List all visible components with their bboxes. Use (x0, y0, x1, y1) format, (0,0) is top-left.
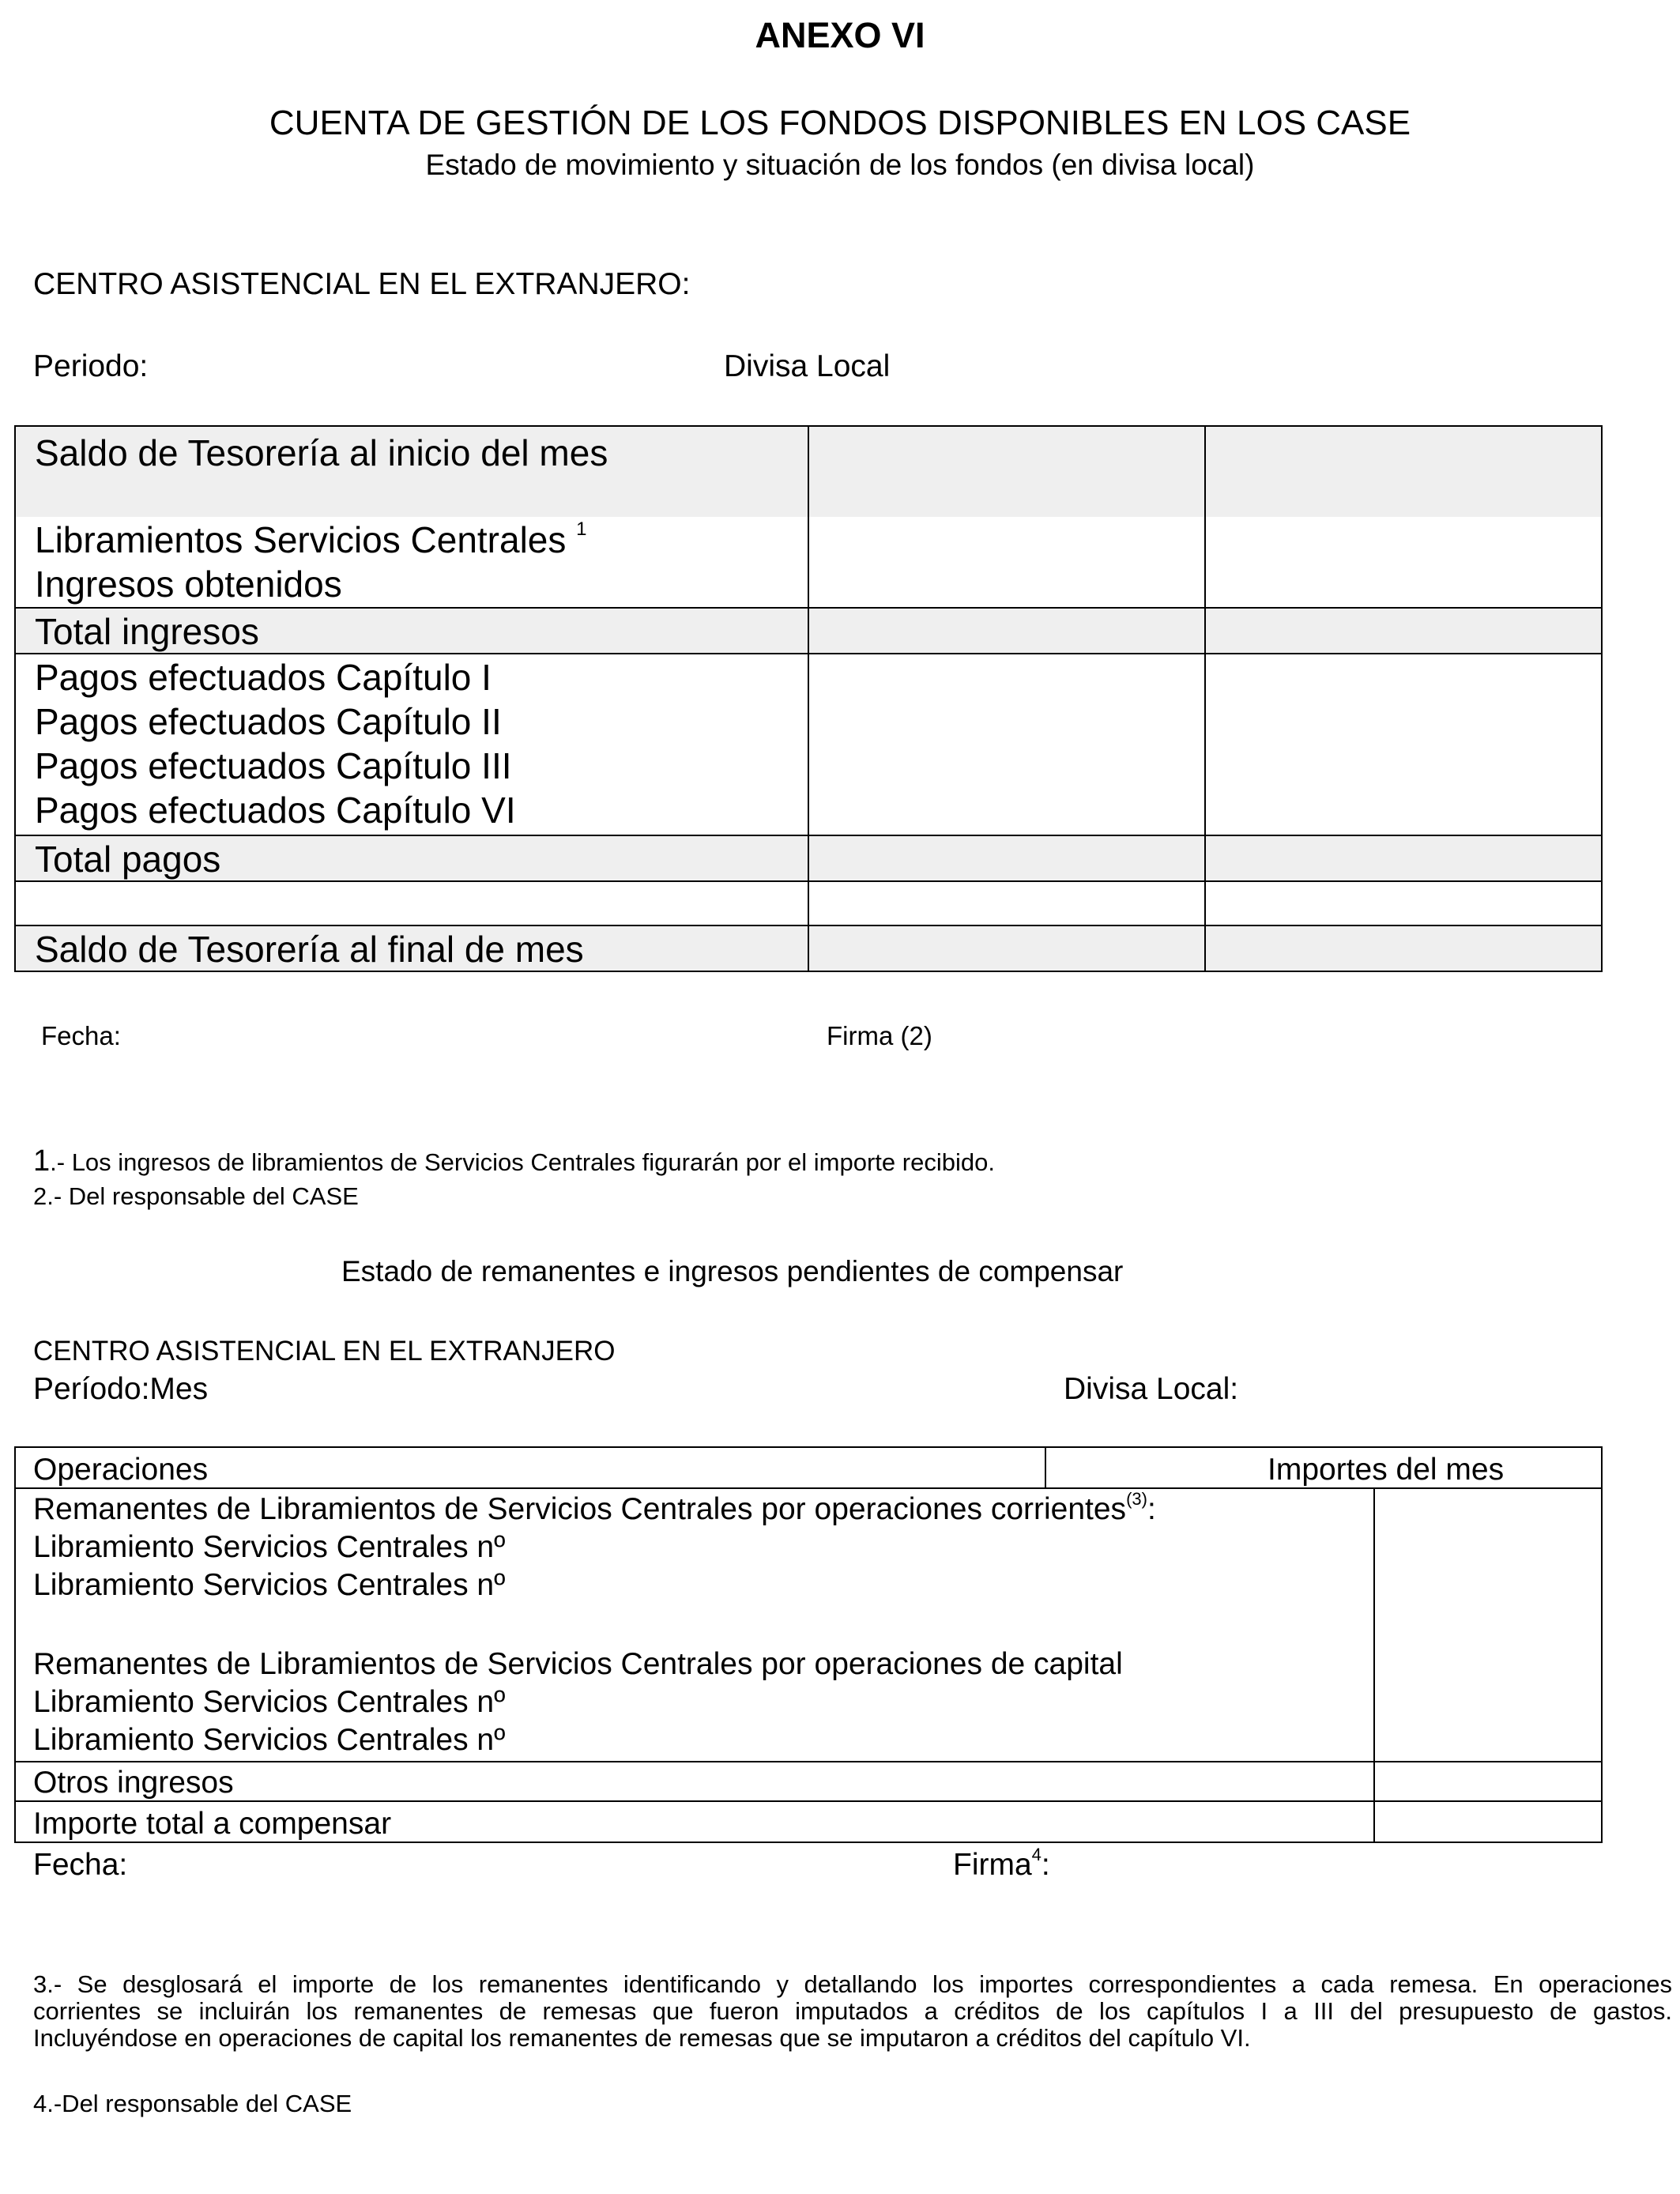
center-label: CENTRO ASISTENCIAL EN EL EXTRANJERO: (33, 267, 691, 301)
row-rem-capital: Remanentes de Libramientos de Servicios Centrales por operaciones de capital (33, 1647, 1123, 1681)
section2-center-label: CENTRO ASISTENCIAL EN EL EXTRANJERO (33, 1336, 616, 1367)
footnote-3-line-2: corrientes se incluirán los remanentes de remesas que fueron imputados a créditos de los capítulos I a III del presupuesto de gastos. (33, 1997, 1672, 2025)
row-saldo-inicio: Saldo de Tesorería al inicio del mes (35, 432, 608, 473)
header-divider (16, 1487, 1601, 1489)
row-pago-cap-1: Pagos efectuados Capítulo I (35, 657, 492, 698)
row-total-pagos: Total pagos (35, 839, 221, 880)
row-libramiento-item: Libramiento Servicios Centrales nº (33, 1530, 506, 1564)
header-column-divider (1045, 1448, 1046, 1487)
row-total-ingresos: Total ingresos (35, 611, 259, 652)
column-divider (1204, 427, 1206, 971)
remanentes-table (14, 1446, 1603, 1843)
row-pago-cap-2: Pagos efectuados Capítulo II (35, 701, 502, 742)
row-divider (16, 1761, 1601, 1762)
section2-fecha-label: Fecha: (33, 1848, 128, 1882)
footnote-ref-3: (3) (1126, 1489, 1147, 1509)
row-libramiento-item: Libramiento Servicios Centrales nº (33, 1685, 506, 1719)
footnote-1 (33, 1146, 995, 1176)
funds-movement-table (14, 425, 1603, 972)
section2-firma-colon: : (1041, 1848, 1050, 1882)
row-libramientos (35, 518, 587, 560)
section2-firma (953, 1845, 1050, 1882)
currency-label: Divisa Local (724, 349, 891, 383)
section2-title: Estado de remanentes e ingresos pendientes de compensar (341, 1255, 1124, 1287)
row-rem-corrientes-label: Remanentes de Libramientos de Servicios Centrales por operaciones corrientes (33, 1492, 1127, 1526)
footnote-1-text: .- Los ingresos de libramientos de Servicios Centrales figurarán por el importe recibido. (50, 1148, 995, 1176)
section2-period-label: Período:Mes (33, 1372, 209, 1406)
row-libramiento-item: Libramiento Servicios Centrales nº (33, 1568, 506, 1602)
document-title: CUENTA DE GESTIÓN DE LOS FONDOS DISPONIBLES EN LOS CASE (269, 104, 1411, 142)
row-saldo-final: Saldo de Tesorería al final de mes (35, 929, 584, 970)
row-pago-cap-6: Pagos efectuados Capítulo VI (35, 790, 516, 831)
header-operaciones: Operaciones (33, 1453, 209, 1487)
row-rem-corrientes (33, 1489, 1156, 1526)
row-rem-corrientes-colon: : (1147, 1492, 1156, 1526)
section2-currency-label: Divisa Local: (1064, 1372, 1239, 1406)
footnote-2: 2.- Del responsable del CASE (33, 1182, 359, 1210)
document-subtitle: Estado de movimiento y situación de los fondos (en divisa local) (425, 149, 1255, 181)
column-divider (808, 427, 809, 971)
fecha-label: Fecha: (41, 1021, 121, 1050)
period-label: Periodo: (33, 349, 149, 383)
header-importes: Importes del mes (1268, 1453, 1505, 1487)
row-libramientos-label: Libramientos Servicios Centrales (35, 519, 567, 560)
firma-label: Firma (2) (827, 1021, 932, 1050)
footnote-3-line-3: Incluyéndose en operaciones de capital los remanentes de remesas que se imputaron a créditos del capítulo VI. (33, 2024, 1251, 2052)
footnote-ref-4: 4 (1031, 1845, 1042, 1864)
footnote-3-line-1: 3.- Se desglosará el importe de los remanentes identificando y detallando los importes correspondientes a cada remesa. En operaciones (33, 1970, 1672, 1998)
row-divider (16, 1800, 1601, 1802)
footnote-4: 4.-Del responsable del CASE (33, 2090, 352, 2117)
annex-title: ANEXO VI (755, 15, 925, 55)
amount-column-divider (1373, 1487, 1375, 1842)
footnote-1-number: 1 (33, 1144, 51, 1178)
row-libramiento-item: Libramiento Servicios Centrales nº (33, 1723, 506, 1757)
row-otros-ingresos: Otros ingresos (33, 1766, 234, 1800)
row-pago-cap-3: Pagos efectuados Capítulo III (35, 745, 512, 786)
row-importe-total: Importe total a compensar (33, 1807, 392, 1841)
section2-firma-label: Firma (953, 1848, 1032, 1882)
row-ingresos: Ingresos obtenidos (35, 564, 342, 605)
footnote-ref-1: 1 (576, 518, 587, 540)
